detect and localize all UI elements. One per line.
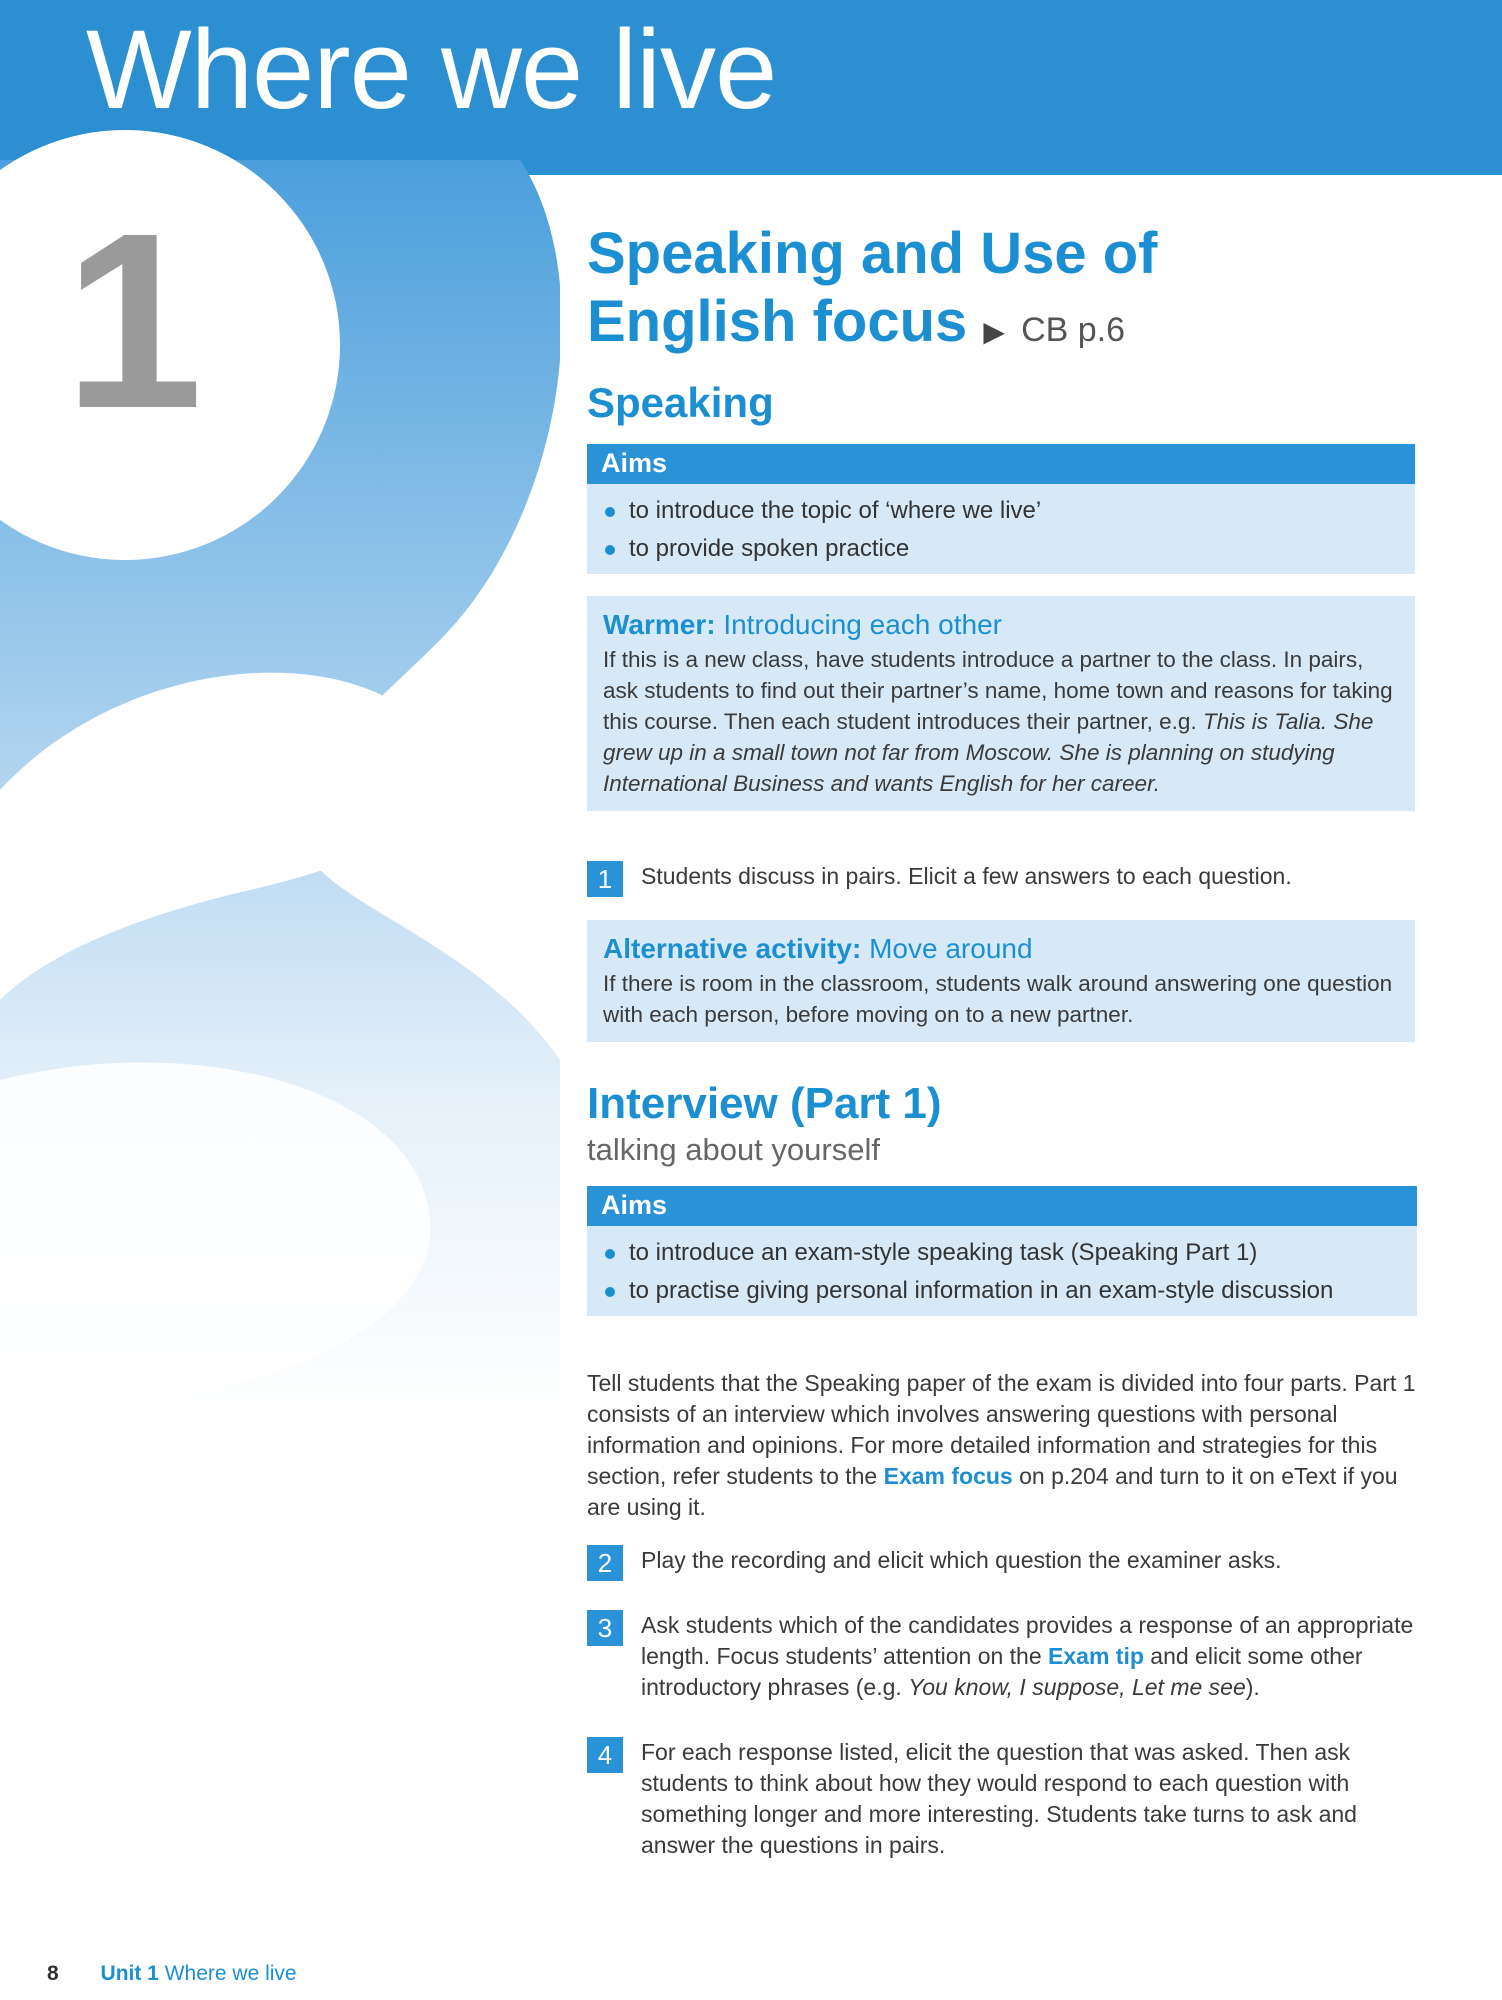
- step-3: [587, 1610, 1417, 1703]
- exam-tip-link[interactable]: Exam tip: [1048, 1643, 1144, 1669]
- speaking-heading: Speaking: [587, 379, 774, 426]
- unit-title: Where we live: [86, 7, 777, 132]
- step-number: 3: [587, 1610, 623, 1646]
- section-heading-line2: English focus: [587, 289, 968, 354]
- footer-unit-name: Where we live: [164, 1962, 297, 1985]
- step-number: 2: [587, 1545, 623, 1581]
- alternative-label: Alternative activity:: [603, 933, 862, 964]
- main-content: [587, 220, 1417, 1861]
- warmer-text: If this is a new class, have students introduce a partner to the class. In pairs, ask students to find out their partner’s name, home town and reasons for taking this course. Then each student introduces their partner, e.g.: [603, 647, 1393, 734]
- alternative-subtitle: Move around: [869, 933, 1033, 964]
- step-examples: You know, I suppose, Let me see: [908, 1674, 1246, 1700]
- alternative-body: If there is room in the classroom, students walk around answering one question with each person, before moving on to a new partner.: [603, 971, 1393, 1027]
- step-text-before: Ask students which of the candidates provides a response of an appropriate length. Focus students’ attention on the: [641, 1612, 1414, 1669]
- footer-unit-label: Unit 1: [100, 1962, 159, 1985]
- aims-item: to introduce an exam-style speaking task (Speaking Part 1): [601, 1234, 1403, 1272]
- warmer-title: [603, 606, 1399, 644]
- section-heading-line1: Speaking and Use of: [587, 221, 1158, 286]
- step-text: Play the recording and elicit which question the examiner asks.: [641, 1547, 1282, 1573]
- aims-box-1: [587, 444, 1415, 574]
- interview-heading: Interview (Part 1): [587, 1079, 942, 1128]
- warmer-body: [603, 644, 1399, 799]
- warmer-example: This is Talia. She grew up in a small town not far from Moscow. She is planning on studying International Business and wants English for her career.: [603, 709, 1374, 796]
- coursebook-reference: CB p.6: [1021, 311, 1126, 349]
- play-arrow-icon: ▶: [983, 316, 1005, 347]
- page-number: 8: [47, 1962, 59, 1985]
- section-heading-line2-row: [587, 288, 1417, 366]
- intro-paragraph: [587, 1368, 1417, 1523]
- alternative-activity-box: [587, 920, 1415, 1042]
- step-4: [587, 1737, 1417, 1861]
- warmer-label: Warmer:: [603, 609, 716, 640]
- aims-header-1: Aims: [587, 444, 1415, 484]
- step-text-after: ).: [1245, 1674, 1260, 1700]
- exam-focus-link[interactable]: Exam focus: [883, 1463, 1013, 1489]
- step-1: [587, 861, 1417, 892]
- step-text: For each response listed, elicit the question that was asked. Then ask students to think about how they would respond to each question with something longer and more interesting. Students take turns to ask and answer the questions in pairs.: [641, 1739, 1357, 1858]
- aims-header-2: Aims: [587, 1186, 1417, 1226]
- intro-before: Tell students that the Speaking paper of the exam is divided into four parts. Part 1 consists of an interview which involves answering questions with personal information and opinions. For more detailed information and strategies for this section, refer students to the: [587, 1370, 1416, 1489]
- aims-item: to provide spoken practice: [601, 530, 1401, 568]
- aims-item: to practise giving personal information in an exam-style discussion: [601, 1272, 1403, 1310]
- step-number: 1: [587, 861, 623, 897]
- intro-after: on p.204 and turn to it on eText if you are using it.: [587, 1463, 1398, 1520]
- step-text-middle: and elicit some other introductory phrases (e.g.: [641, 1643, 1363, 1700]
- alternative-title: [603, 930, 1399, 968]
- warmer-subtitle: Introducing each other: [723, 609, 1002, 640]
- step-2: [587, 1545, 1417, 1576]
- page-footer: [47, 1962, 297, 1986]
- warmer-box: [587, 596, 1415, 811]
- aims-list-1: [587, 484, 1415, 574]
- step-number: 4: [587, 1737, 623, 1773]
- aims-item: to introduce the topic of ‘where we live’: [601, 492, 1401, 530]
- aims-list-2: [587, 1226, 1417, 1316]
- unit-number: 1: [64, 181, 204, 460]
- aims-box-2: [587, 1186, 1417, 1316]
- step-text: Students discuss in pairs. Elicit a few answers to each question.: [641, 863, 1292, 889]
- interview-subheading: talking about yourself: [587, 1132, 880, 1167]
- section-heading: [587, 220, 1417, 366]
